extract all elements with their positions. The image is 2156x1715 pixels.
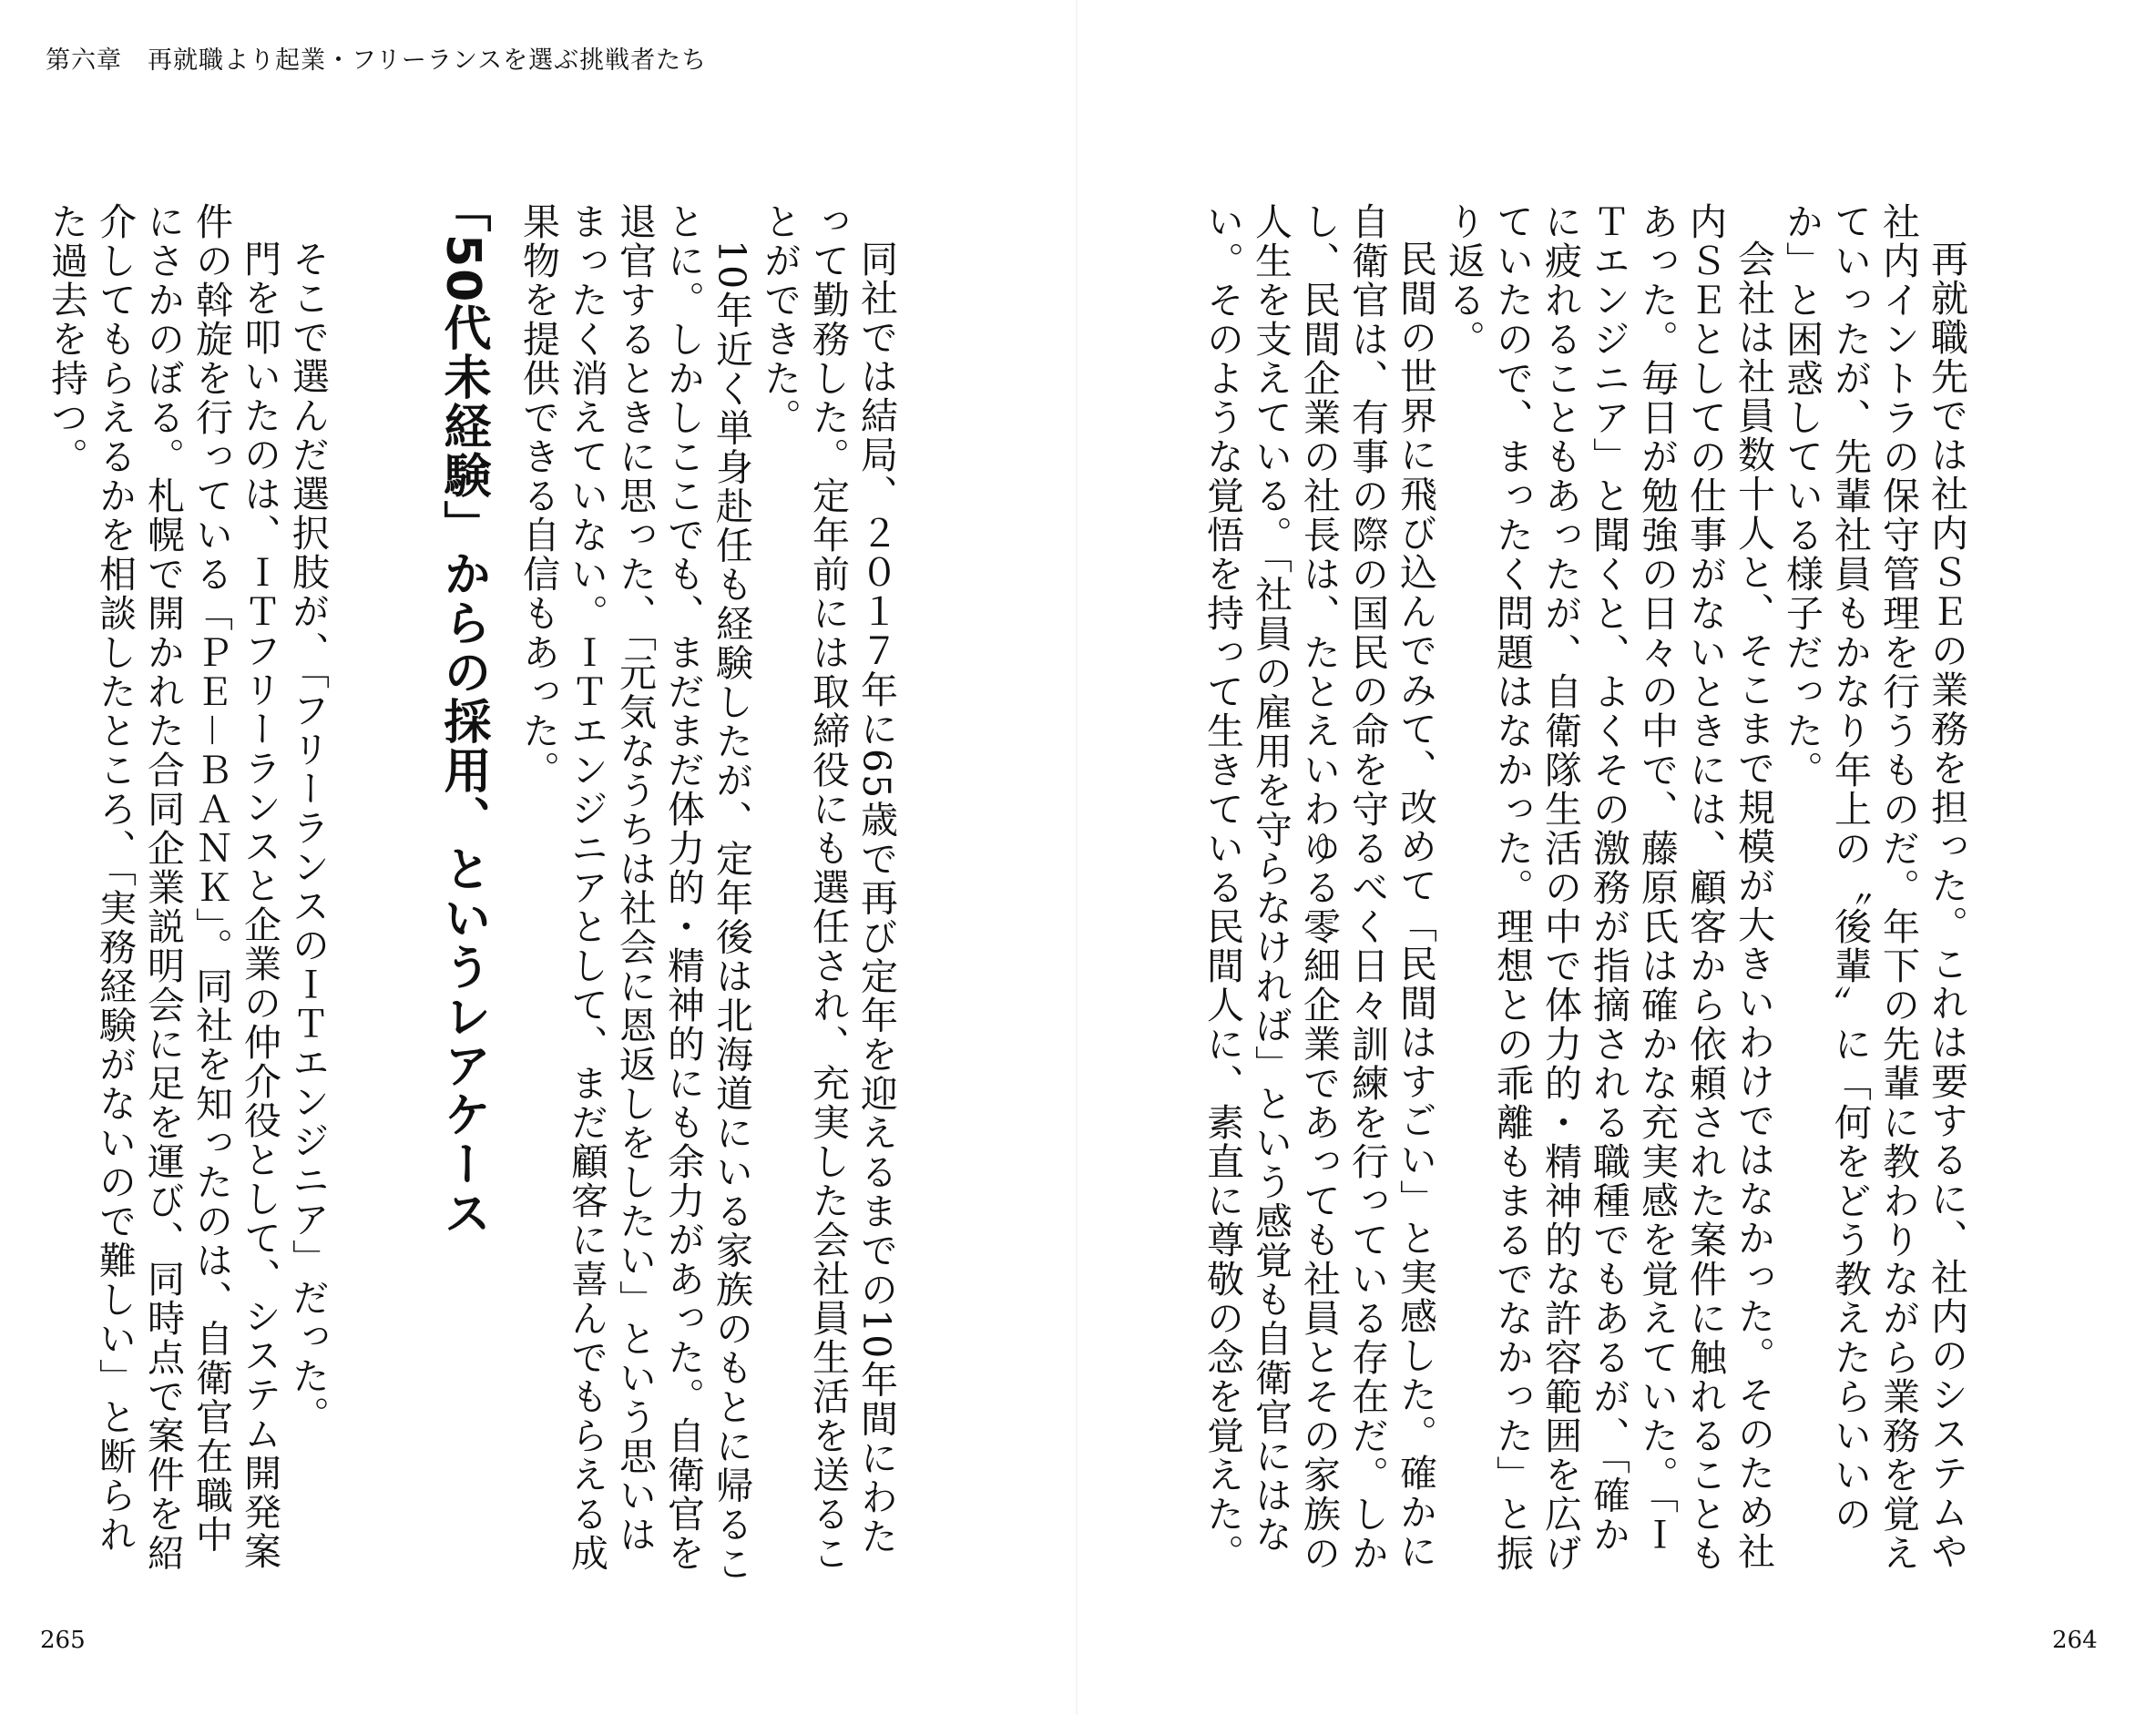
paragraph: 再就職先では社内ＳＥの業務を担った。これは要するに、社内のシステムや社内イントラの保守管理を行うものだ。年下の先輩に教わりながら業務を覚えていったが、先輩社員もかなり年上の〝後輩〟に「何をどう教えたらいいのか」と困惑している様子だった。: [1780, 202, 1968, 1573]
paragraph: そこで選んだ選択肢が、「フリーランスのＩＴエンジニア」だった。: [286, 240, 330, 1435]
right-page: [1078, 0, 2156, 1715]
body-text-before-heading: [517, 202, 900, 1587]
page-number: 265: [40, 1627, 86, 1654]
left-page: [0, 0, 1076, 1715]
paragraph: 同社では結局、２０１７年に65歳で再び定年を迎えるまでの10年間にわたって勤務した。定年前には取締役にも選任され、充実した会社員生活を送ることができた。: [758, 202, 898, 1573]
body-text-after-heading: [45, 202, 332, 1587]
paragraph: 会社は社員数十人と、そこまで規模が大きいわけではなかった。そのため社内ＳＥとしての仕事がないときには、顧客から依頼された案件に触れることもあった。毎日が勉強の日々の中で、藤原氏は確かな充実感を覚えていた。「ＩＴエンジニア」と聞くと、よくその激務が指摘される職種でもあるが、「確かに疲れることもあったが、自衛隊生活の中で体力的・精神的な許容範囲を広げていたので、まったく問題はなかった。理想との乖離もまるでなかった」と振り返る。: [1442, 202, 1775, 1573]
paragraph: 民間の世界に飛び込んでみて、改めて「民間はすごい」と実感した。確かに自衛官は、有事の際の国民の命を守るべく日々訓練を行っている存在だ。しかし、民間企業の社長は、たとえいわゆる零細企業であっても社員とその家族の人生を支えている。「社員の雇用を守らなければ」という感覚も自衛官にはない。そのような覚悟を持って生きている民間人に、素直に尊敬の念を覚えた。: [1201, 202, 1437, 1573]
section-heading: 「50代未経験」からの採用、というレアケース: [435, 185, 490, 1239]
body-text: [1201, 202, 1970, 1587]
page-number: 264: [2052, 1627, 2098, 1654]
running-head: 第六章 再就職より起業・フリーランスを選ぶ挑戦者たち: [46, 46, 708, 75]
paragraph: 10年近く単身赴任も経験したが、定年後は北海道にいる家族のもとに帰ることに。しかしここでも、まだまだ体力的・精神的にも余力があった。自衛官を退官するときに思った、「元気なうちは社会に恩返しをしたい」という思いはまったく消えていない。ＩＴエンジニアとして、まだ顧客に喜んでもらえる成果物を提供できる自信もあった。: [516, 202, 753, 1584]
paragraph: 門を叩いたのは、ＩＴフリーランスと企業の仲介役として、システム開発案件の斡旋を行っている「ＰＥ－ＢＡＮＫ」。同社を知ったのは、自衛官在職中にさかのぼる。札幌で開かれた合同企業説明会に足を運び、同時点で案件を紹介してもらえるかを相談したところ、「実務経験がないので難しい」と断られた過去を持つ。: [45, 202, 281, 1573]
